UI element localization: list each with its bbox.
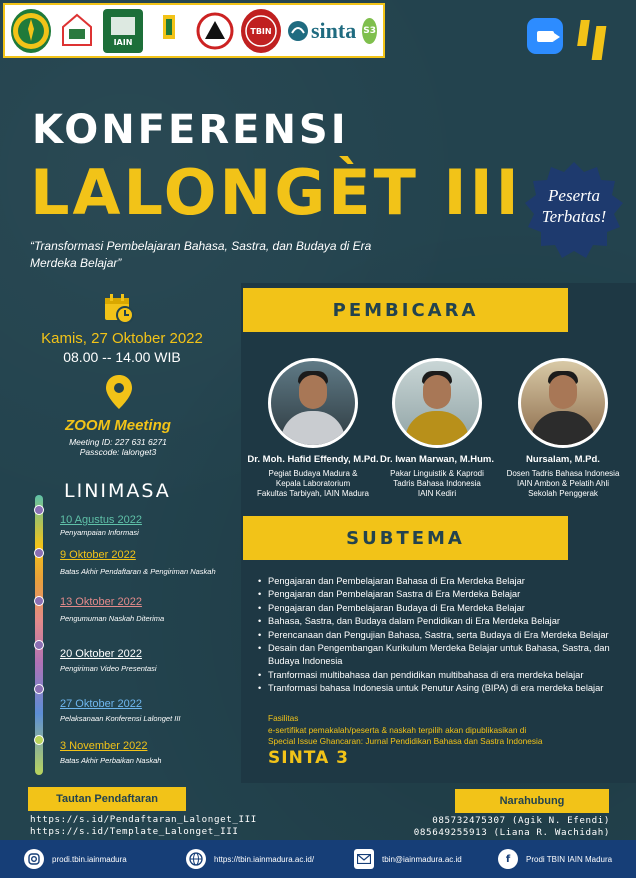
footer-bar [0,840,636,878]
speaker-photo [392,358,482,448]
zoom-meeting-title: ZOOM Meeting [65,417,171,434]
event-date: Kamis, 27 Oktober 2022 [41,330,203,347]
footer-facebook[interactable]: f Prodi TBIN IAIN Madura [498,849,612,869]
timeline-item: 9 Oktober 2022 Batas Akhir Pendaftaran & Pengiriman Naskah [60,549,216,576]
fasilitas-note: Fasilitas e-sertifikat pemakalah/peserta & naskah terpilih akan dipublikasikan di Special Issue Ghancaran: Jurnal Pendidikan Bahasa dan Sastra Indonesia [268,713,543,746]
timeline-bar [35,495,43,775]
speaker-role: Pegiat Budaya Madura & Kepala Laboratorium Fakultas Tarbiyah, IAIN Madura [257,469,369,498]
kemenag-logo [11,9,51,53]
list-item: • Desain dan Pengembangan Kurikulum Merdeka Belajar untuk Bahasa, Sastra, dan Budaya Indonesia [258,642,630,669]
list-item: • Tranformasi multibahasa dan pendidikan multibahasa di era merdeka belajar [258,669,630,682]
sinta-rank: SINTA 3 [268,748,349,768]
timeline-dot [34,596,44,606]
mail-icon [354,849,374,869]
list-item: • Bahasa, Sastra, dan Budaya dalam Pendidikan di Era Merdeka Belajar [258,615,630,628]
list-item: • Perencanaan dan Pengujian Bahasa, Sastra, serta Budaya di Era Merdeka Belajar [258,629,630,642]
brand-mark-icon [577,18,609,60]
timeline-dot [34,548,44,558]
speaker-photo [518,358,608,448]
registration-link[interactable]: https://s.id/Pendaftaran_Lalonget_III [30,814,257,825]
timeline-item: 20 Oktober 2022 Pengiriman Video Presentasi [60,648,157,673]
facebook-icon: f [498,849,518,869]
pembicara-heading: PEMBICARA [243,288,568,332]
subtema-list [258,575,630,696]
sinta-logo: sinta [287,9,356,53]
registration-label: Tautan Pendaftaran [28,787,186,811]
svg-text:TBIN: TBIN [250,26,272,36]
timeline-dot [34,640,44,650]
timeline-dot [34,684,44,694]
bahasa-logo [195,9,235,53]
footer-instagram[interactable]: prodi.tbin.iainmadura [24,849,127,869]
limited-seal-text: Peserta Terbatas! [541,186,607,226]
footer-email[interactable]: tbin@iainmadura.ac.id [354,849,462,869]
iain-madura-logo [57,9,97,53]
template-link[interactable]: https://s.id/Template_Lalonget_III [30,826,239,837]
speaker-card [488,358,636,499]
list-item: • Pengajaran dan Pembelajaran Budaya di Era Merdeka Belajar [258,602,630,615]
title-lalonget: LALONGÈT III [30,156,522,229]
location-pin-icon [106,375,132,409]
calendar-clock-icon [103,293,135,325]
zoom-icon [527,18,563,54]
speaker-name: Dr. Iwan Marwan, M.Hum. [379,454,495,465]
speaker-role: Dosen Tadris Bahasa Indonesia IAIN Ambon & Pelatih Ahli Sekolah Penggerak [506,469,620,498]
contact-label: Narahubung [455,789,609,813]
list-item: • Tranformasi bahasa Indonesia untuk Penutur Asing (BIPA) di era merdeka belajar [258,682,630,695]
instagram-icon [24,849,44,869]
iain-ambon-logo [149,9,189,53]
subtema-heading: SUBTEMA [243,516,568,560]
timeline-item: 3 November 2022 Batas Akhir Perbaikan Naskah [60,740,162,765]
event-time: 08.00 -- 14.00 WIB [63,349,181,365]
partner-logo-bar [3,3,385,58]
speaker-name: Dr. Moh. Hafid Effendy, M.Pd. [247,454,379,465]
footer-website[interactable]: https://tbin.iainmadura.ac.id/ [186,849,314,869]
timeline-item: 13 Oktober 2022 Pengumuman Naskah Diterima [60,596,165,623]
timeline-dot [34,505,44,515]
tagline: “Transformasi Pembelajaran Bahasa, Sastra, dan Budaya di Era Merdeka Belajar” [30,239,372,270]
sinta-53-logo: S3 [362,18,377,44]
speaker-photo [268,358,358,448]
globe-icon [186,849,206,869]
speaker-name: Nursalam, M.Pd. [526,454,600,465]
timeline-item: 27 Oktober 2022 Pelaksanaan Konferensi Lalonget III [60,698,181,723]
timeline-item: 10 Agustus 2022 Penyampaian Informasi [60,514,142,537]
speaker-role: Pakar Linguistik & Kaprodi Tadris Bahasa Indonesia IAIN Kediri [390,469,484,498]
list-item: • Pengajaran dan Pembelajaran Bahasa di Era Merdeka Belajar [258,575,630,588]
iain-kediri-logo [103,9,143,53]
linimasa-heading: LINIMASA [64,480,171,502]
zoom-credentials: Meeting ID: 227 631 6271 Passcode: lalonget3 [69,437,167,457]
svg-text:IAIN: IAIN [113,37,133,47]
registration-links [30,814,257,838]
title-konferensi: KONFERENSI [32,107,349,153]
timeline-dot [34,735,44,745]
tbin-logo [241,9,281,53]
contact-numbers: 085732475307 (Agik N. Efendi) 085649255913 (Liana R. Wachidah) [413,815,610,838]
list-item: • Pengajaran dan Pembelajaran Sastra di Era Merdeka Belajar [258,588,630,601]
